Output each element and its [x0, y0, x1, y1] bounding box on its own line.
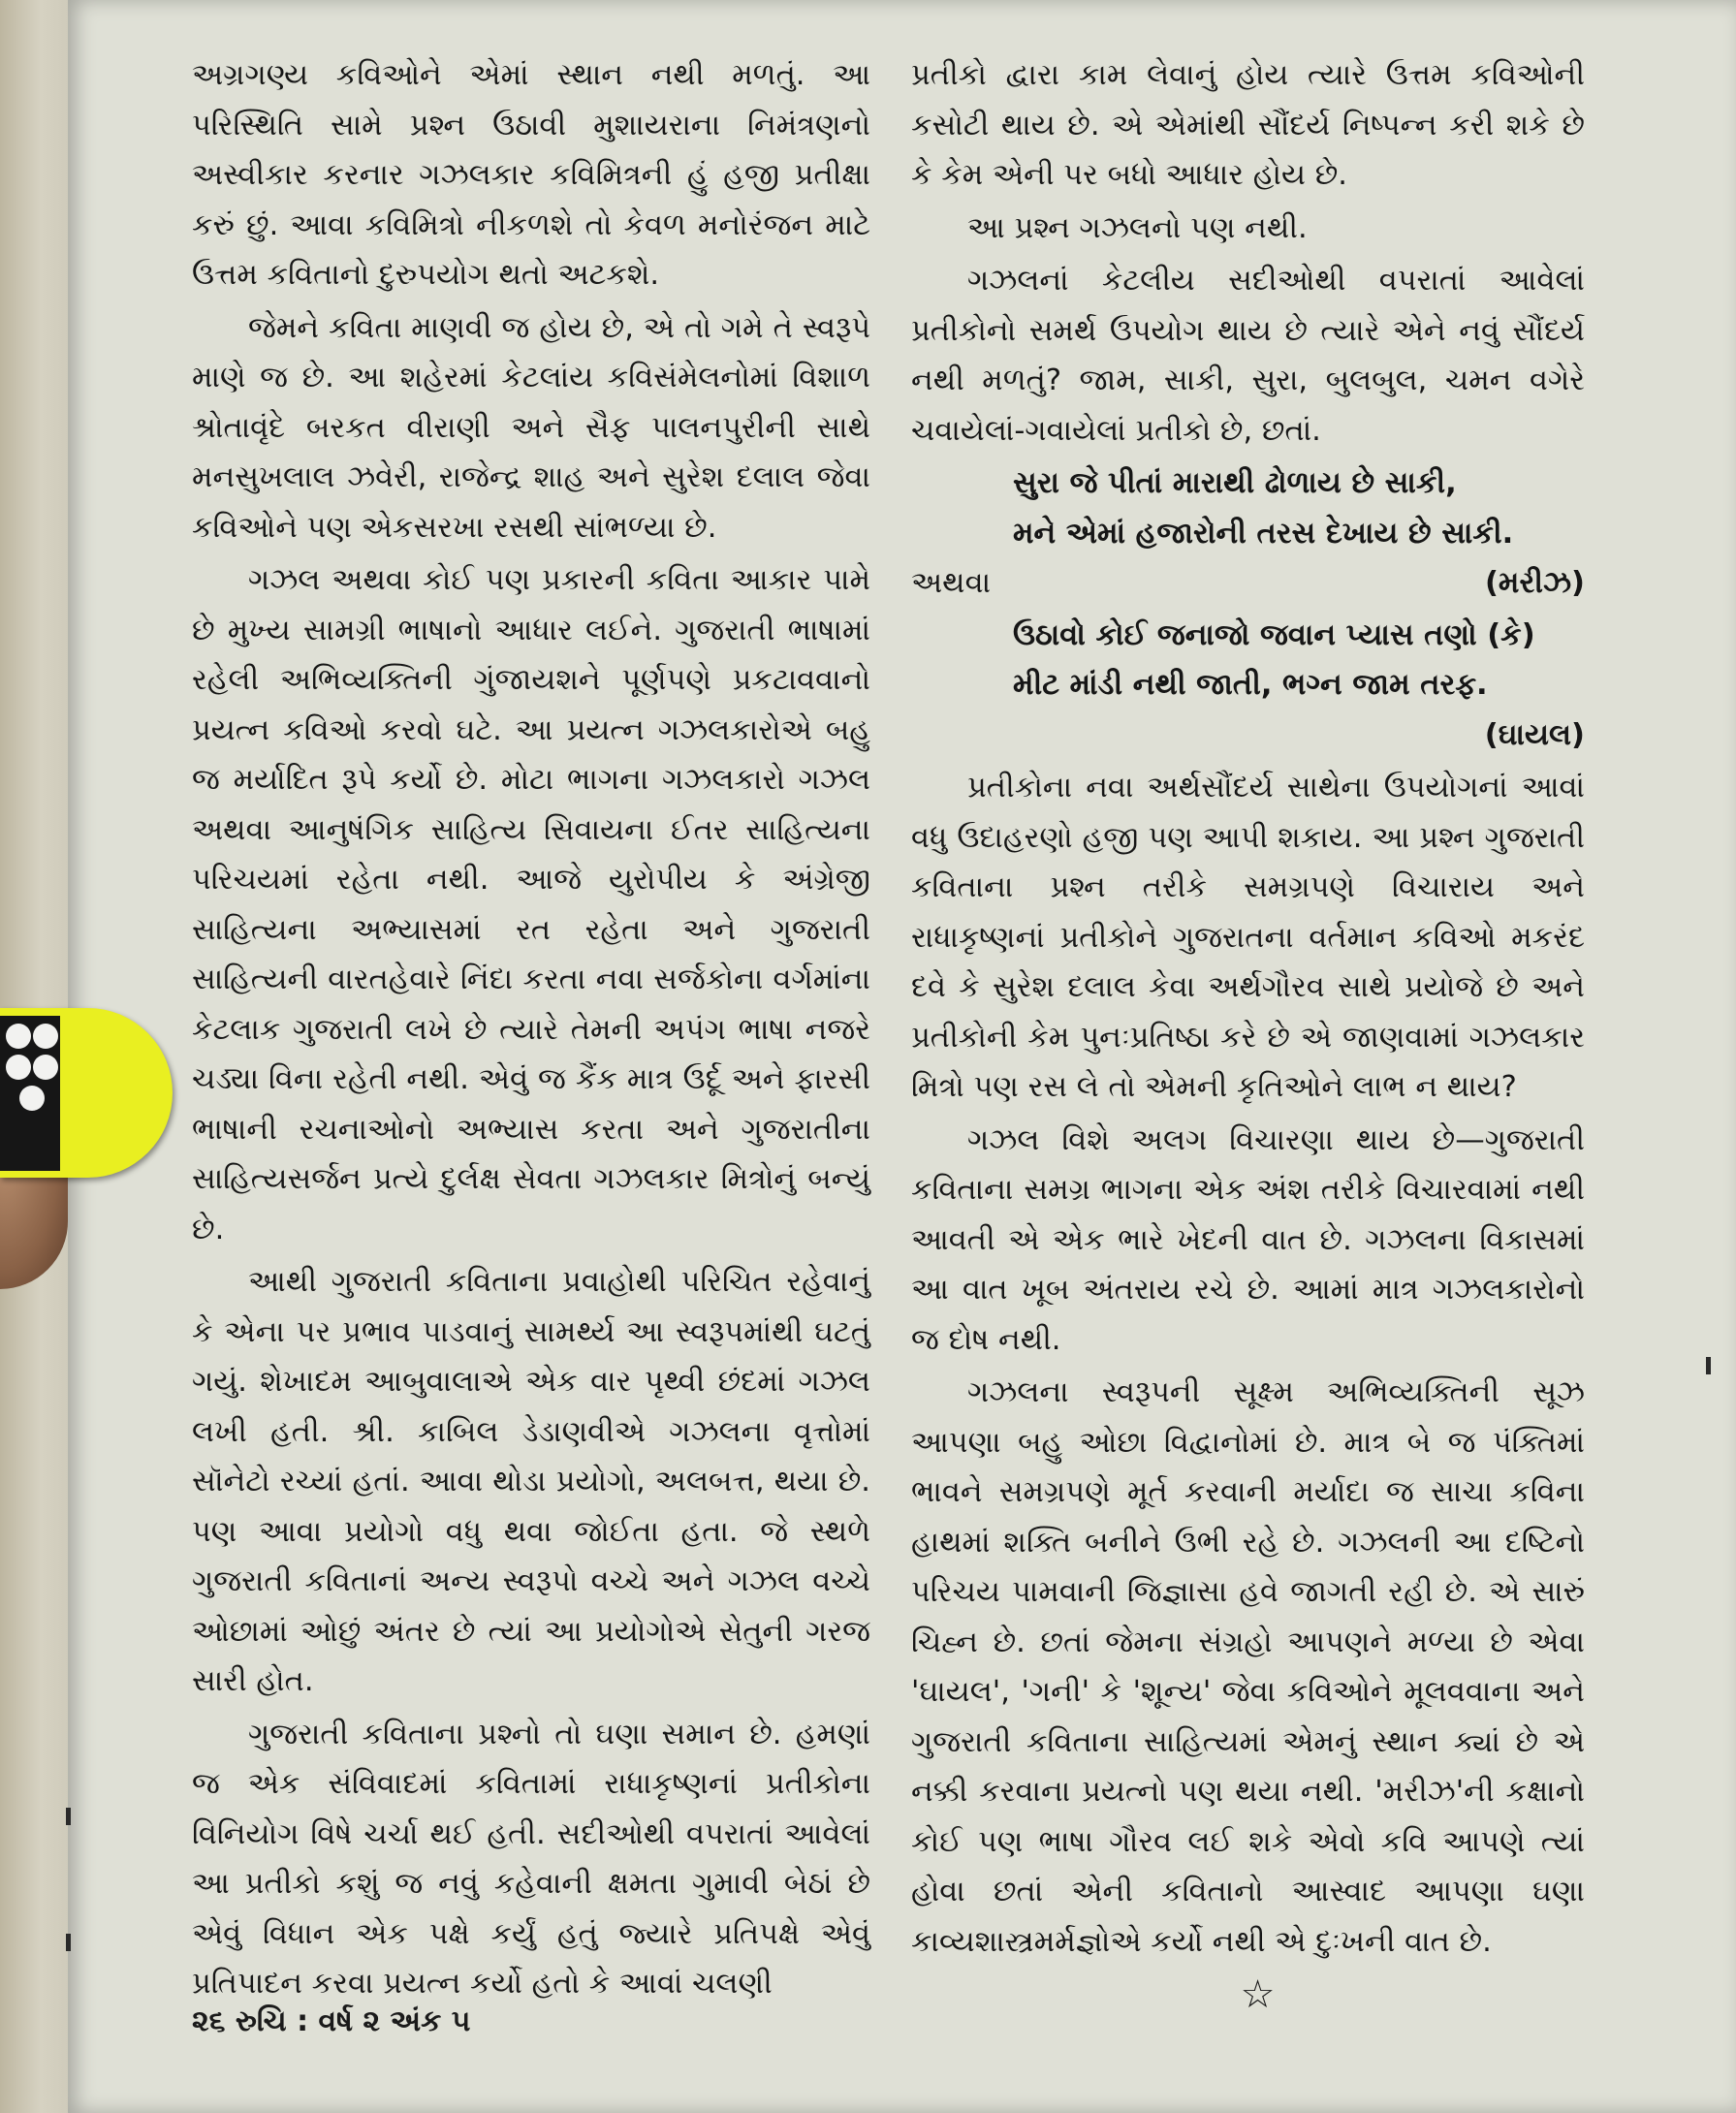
edge-mark — [1706, 1357, 1711, 1374]
paragraph: જેમને કવિતા માણવી જ હોય છે, એ તો ગમે તે સ્વરૂપે માણે જ છે. આ શહેરમાં કેટલાંય કવિસંમેલનોમાં વિશાળ શ્રોતાવૃંદે બરકત વીરાણી અને સૈફ પાલનપુરીની સાથે મનસુખલાલ ઝવેરી, રાજેન્દ્ર શાહ અને સુરેશ દલાલ જેવા કવિઓને પણ એકસરખા રસથી સાંભળ્યા છે. — [192, 310, 870, 545]
poet-attribution: (મરીઝ) — [1484, 566, 1585, 600]
paragraph: ગઝલ વિશે અલગ વિચારણા થાય છે—ગુજરાતી કવિતાના સમગ્ર ભાગના એક અંશ તરીકે વિચારવામાં નથી આવતી એ એક ભારે ખેદની વાત છે. ગઝલના વિકાસમાં આ વાત ખૂબ અંતરાય રચે છે. આમાં માત્ર ગઝલકારોનો જ દોષ નથી. — [911, 1122, 1585, 1357]
paragraph: પ્રતીકો દ્વારા કામ લેવાનું હોય ત્યારે ઉત્તમ કવિઓની કસોટી થાય છે. એ એમાંથી સૌંદર્ય નિષ્પન્ન કરી શકે છે કે કેમ એની પર બધો આધાર હોય છે. — [911, 58, 1585, 192]
right-text-column — [911, 50, 1585, 2019]
verse-line: મીટ માંડી નથી જાતી, ભગ્ન જામ તરફ. — [1013, 668, 1488, 702]
edge-mark — [66, 1934, 71, 1951]
paragraph: ગઝલનાં કેટલીય સદીઓથી વપરાતાં આવેલાં પ્રતીકોનો સમર્થ ઉપયોગ થાય છે ત્યારે એને નવું સૌંદર્ય નથી મળતું? જામ, સાકી, સુરા, બુલબુલ, ચમન વગેરે ચવાયેલાં-ગવાયેલાં પ્રતીકો છે, છતાં. — [911, 264, 1585, 448]
paragraph: આથી ગુજરાતી કવિતાના પ્રવાહોથી પરિચિત રહેવાનું કે એના પર પ્રભાવ પાડવાનું સામર્થ્ય આ સ્વરૂપમાંથી ઘટતું ગયું. શેખાદમ આબુવાલાએ એક વાર પૃથ્વી છંદમાં ગઝલ લખી હતી. શ્રી. કાબિલ ડેડાણવીએ ગઝલના વૃત્તોમાં સૉનેટો રચ્યાં હતાં. આવા થોડા પ્રયોગો, અલબત્ત, થયા છે. પણ આવા પ્રયોગો વધુ થવા જોઈતા હતા. જે સ્થળે ગુજરાતી કવિતાનાં અન્ય સ્વરૂપો વચ્ચે અને ગઝલ વચ્ચે ઓછામાં ઓછું અંતર છે ત્યાં આ પ્રયોગોએ સેતુની ગરજ સારી હોત. — [192, 1265, 870, 1698]
paragraph: આ પ્રશ્ન ગઝલનો પણ નથી. — [967, 210, 1308, 245]
page-footer: ૨૬ રુચિ : વર્ષ ૨ અંક ૫ — [192, 2004, 471, 2038]
paragraph: ગુજરાતી કવિતાના પ્રશ્નો તો ઘણા સમાન છે. હમણાં જ એક સંવિવાદમાં કવિતામાં રાધાકૃષ્ણનાં પ્રતીકોના વિનિયોગ વિષે ચર્ચા થઈ હતી. સદીઓથી વપરાતાં આવેલાં આ પ્રતીકો કશું જ નવું કહેવાની ક્ષમતા ગુમાવી બેઠાં છે એવું વિધાન એક પક્ષે કર્યું હતું જ્યારે પ્રતિપક્ષે એવું પ્રતિપાદન કરવા પ્રયત્ન કર્યો હતો કે આવાં ચલણી — [192, 1717, 870, 2001]
paragraph: ગઝલ અથવા કોઈ પણ પ્રકારની કવિતા આકાર પામે છે મુખ્ય સામગ્રી ભાષાનો આધાર લઈને. ગુજરાતી ભાષામાં રહેલી અભિવ્યક્તિની ગુંજાયશને પૂર્ણપણે પ્રકટાવવાનો પ્રયત્ન કવિઓ કરવો ઘટે. આ પ્રયત્ન ગઝલકારોએ બહુ જ મર્યાદિત રૂપે કર્યો છે. મોટા ભાગના ગઝલકારો ગઝલ અથવા આનુષંગિક સાહિત્ય સિવાયના ઈતર સાહિત્યના પરિચયમાં રહેતા નથી. આજે યુરોપીય કે અંગ્રેજી સાહિત્યના અભ્યાસમાં રત રહેતા અને ગુજરાતી સાહિત્યની વારતહેવારે નિંદા કરતા નવા સર્જકોના વર્ગમાંના કેટલાક ગુજરાતી લખે છે ત્યારે તેમની અપંગ ભાષા નજરે ચડ્યા વિના રહેતી નથી. એવું જ કૈંક માત્ર ઉર્દૂ અને ફારસી ભાષાની રચનાઓનો અભ્યાસ કરતા અને ગુજરાતીના સાહિત્યસર્જન પ્રત્યે દુર્લક્ષ સેવતા ગઝલકાર મિત્રોનું બન્યું છે. — [192, 563, 870, 1246]
edge-mark — [66, 1808, 71, 1825]
attribution-row — [911, 558, 1585, 609]
couplet-ghayal — [1013, 611, 1585, 710]
paragraph: ગઝલના સ્વરૂપની સૂક્ષ્મ અભિવ્યક્તિની સૂઝ આપણા બહુ ઓછા વિદ્વાનોમાં છે. માત્ર બે જ પંક્તિમાં ભાવને સમગ્રપણે મૂર્ત કરવાની મર્યાદા જ સાચા કવિના હાથમાં શક્તિ બનીને ઉભી રહે છે. ગઝલની આ દષ્ટિનો પરિચય પામવાની જિજ્ઞાસા હવે જાગતી રહી છે. એ સારું ચિહ્ન છે. છતાં જેમના સંગ્રહો આપણને મળ્યા છે એવા 'ઘાયલ', 'ગની' કે 'શૂન્ય' જેવા કવિઓને મૂલવવાના અને ગુજરાતી કવિતાના સાહિત્યમાં એમનું સ્થાન ક્યાં છે એ નક્કી કરવાના પ્રયત્નો પણ થયા નથી. 'મરીઝ'ની કક્ષાનો કોઈ પણ ભાષા ગૌરવ લઈ શકે એવો કવિ આપણે ત્યાં હોવા છતાં એની કવિતાનો આસ્વાદ આપણા ઘણા કાવ્યશાસ્ત્રમર્મજ્ઞોએ કર્યો નથી એ દુઃખની વાત છે. — [911, 1375, 1585, 1959]
athva-label: અથવા — [911, 566, 992, 600]
binder-clip-dark-part — [0, 1016, 60, 1171]
verse-line: મને એમાં હજારોની તરસ દેખાય છે સાકી. — [1013, 516, 1514, 551]
end-star-icon: ☆ — [1240, 1972, 1276, 2017]
paragraph: અગ્રગણ્ય કવિઓને એમાં સ્થાન નથી મળતું. આ પરિસ્થિતિ સામે પ્રશ્ન ઉઠાવી મુશાયરાના નિમંત્રણનો અસ્વીકાર કરનાર ગઝલકાર કવિમિત્રની હું હજી પ્રતીક્ષા કરું છું. આવા કવિમિત્રો નીકળશે તો કેવળ મનોરંજન માટે ઉત્તમ કવિતાનો દુરુપયોગ થતો અટકશે. — [192, 58, 870, 292]
poet-attribution: (ઘાયલ) — [1484, 717, 1585, 752]
left-text-column — [192, 50, 870, 2012]
couplet-marij — [1013, 458, 1585, 558]
verse-line: સુરા જે પીતાં મારાથી ઢોળાય છે સાકી, — [1013, 466, 1457, 500]
paragraph: પ્રતીકોના નવા અર્થસૌંદર્ય સાથેના ઉપયોગનાં આવાં વધુ ઉદાહરણો હજી પણ આપી શકાય. આ પ્રશ્ન ગુજરાતી કવિતાના પ્રશ્ન તરીકે સમગ્રપણે વિચારાય અને રાધાકૃષ્ણનાં પ્રતીકોને ગુજરાતના વર્તમાન કવિઓ મકરંદ દવે કે સુરેશ દલાલ કેવા અર્થગૌરવ સાથે પ્રયોજે છે અને પ્રતીકોની કેમ પુનઃપ્રતિષ્ઠા કરે છે એ જાણવામાં ગઝલકાર મિત્રો પણ રસ લે તો એમની કૃતિઓને લાભ ન થાય? — [911, 771, 1585, 1104]
verse-line: ઉઠાવો કોઈ જનાજો જવાન પ્યાસ તણો (કે) — [1013, 617, 1535, 652]
